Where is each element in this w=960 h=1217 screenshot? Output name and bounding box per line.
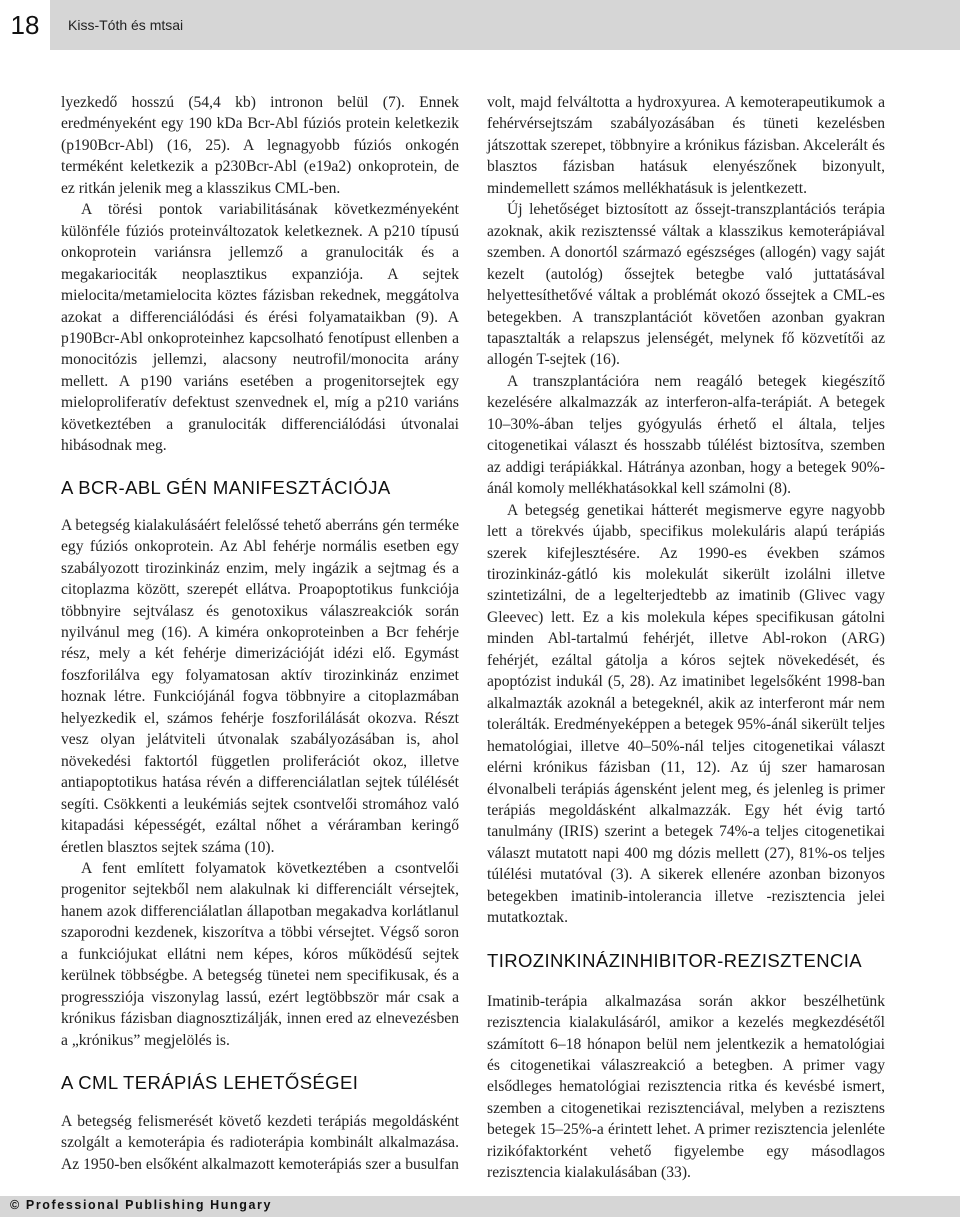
right-paragraph-3: A transzplantációra nem reagáló betegek kiegészítő kezelésére alkalmazzák az interferon-alfa-terápiát. A betegek 10–30%-ában teljes gyógyulás érhető el általa, teljes citogenetikai választ és hosszabb túlélést biztosítva, szemben az addigi terápiákkal. Hátránya azonban, hogy a betegek 90%-ánál komoly mellékhatásokkal kell számolni (8).: [487, 372, 885, 498]
left-column: [61, 92, 459, 1175]
page-header: [0, 0, 960, 50]
running-head: Kiss-Tóth és mtsai: [68, 17, 184, 33]
right-paragraph-2: Új lehetőséget biztosított az őssejt-transzplantációs terápia azoknak, akik rezisztenssé váltak a klasszikus kemoterápiával szemben. A donortól származó egészséges (allogén) vagy saját kezelt (autológ) őssejtek betegbe való juttatásával helyettesíthetővé váltak a problémát okozó őssejtek a CML-es betegekben. A transzplantációt követően azonban gyakran tapasztalták a relapszus jelenségét, melynek fő közvetítői az allogén T-sejtek (16).: [487, 201, 885, 369]
right-column: [487, 92, 885, 1184]
section-heading-cml-therapy: A CML TERÁPIÁS LEHETŐSÉGEI: [61, 1072, 359, 1094]
left-paragraph-2: A törési pontok variabilitásának következményeként különféle fúziós proteinváltozatok keletkeznek. A p210 típusú onkoprotein variánsra jellemző a granulociták és a megakariociták neoplasztikus expanziója. A sejtek mielocita/metamielocita köztes fázisban rekednek, meggátolva azokat a differenciálódási és érési folyamataikban (9). A p190Bcr-Abl onkoproteinhez kapcsolható fenotípust ellenben a monocitózis jellemzi, alacsony neutrofil/monocita arány mellett. A p190 variáns esetében a progenitorsejtek egy mieloproliferatív defektust szenvednek el, míg a p210 variáns következtében a granulociták differenciálódási útvonalai hibásodnak meg.: [61, 201, 459, 455]
left-paragraph-1: lyezkedő hosszú (54,4 kb) intronon belül (7). Ennek eredményeként egy 190 kDa Bcr-Abl fúziós protein keletkezik (p190Bcr-Abl) (16, 25). A legnagyobb fúziós onkogén terméként keletkezik a p230Bcr-Abl (e19a2) onkoprotein, de ez ritkán jelenik meg a klasszikus CML-ben.: [61, 94, 459, 197]
right-paragraph-1: volt, majd felváltotta a hydroxyurea. A kemoterapeutikumok a fehérvérsejtszám szabályozásában és tüneti kezelésben játszottak szerepet, többnyire a krónikus fázisban. Akcelerált és blasztos fázisban hatásuk elenyészőnek bizonyult, mindemellett számos mellékhatásuk is jelentkezett.: [487, 94, 885, 197]
left-paragraph-5: A betegség felismerését követő kezdeti terápiás megoldásként szolgált a kemoterápia és radioterápia kombinált alkalmazása. Az 1950-ben elsőként alkalmazott kemoterápiás szer a busulfan: [61, 1113, 459, 1173]
copyright-text: © Professional Publishing Hungary: [10, 1198, 273, 1212]
page-number: 18: [0, 0, 50, 50]
section-heading-bcr-abl: A BCR-ABL GÉN MANIFESZTÁCIÓJA: [61, 476, 391, 498]
section-heading-tki-resistance: TIROZINKINÁZINHIBITOR-REZISZTENCIA: [487, 949, 863, 971]
left-paragraph-4: A fent említett folyamatok következtében a csontvelői progenitor sejtekből nem alakulnak ki differenciált vérsejtek, hanem azok differenciálatlan állapotban megakadva korlátlanul szaporodni kezdenek, kiszorítva a többi vérsejtet. Végső soron a funkciójukat ellátni nem képes, kóros működésű sejtek kerülnek többségbe. A betegség tünetei nem specifikusak, és a progressziója viszonylag lassú, ezért legtöbbször már csak a krónikus fázisban diagnosztizálják, innen ered az elnevezésben a „krónikus” megjelölés is.: [61, 859, 459, 1049]
right-paragraph-4: A betegség genetikai hátterét megismerve egyre nagyobb lett a törekvés újabb, specifikus molekuláris alapú terápiás szerek kifejlesztésére. Az 1990-es években számos tirozinkináz-gátló kis molekulát sikerült izolálni illetve szintetizálni, de a legelterjedtebb az imatinib (Glivec vagy Gleevec) lett. Ez a kis molekula képes specifikusan gátolni minden Abl-tartalmú fehérjét, illetve Abl-rokon (ARG) fehérjét, ezáltal gátolja a kóros sejtek növekedését, és apoptózist indukál (5, 28). Az imatinibet legelsőként 1998-ban alkalmazták azoknál a betegeknél, akik az interferont már nem tolerálták. Eredményeképpen a betegek 95%-ánál sikerült teljes hematológiai, illetve 40–50%-nál teljes citogenetikai választ elérni krónikus fázisban (11, 12). Az új szer hamarosan élvonalbeli terápiás ágensként jelent meg, és jelenleg is primer terápiás megoldásként alkalmazzák. Egy hét évig tartó tanulmány (IRIS) szerint a betegek 74%-a teljes citogenetikai választ mutatott napi 400 mg dózis mellett (27), 81%-os teljes túlélési mutatóval (3). A sikerek ellenére azonban bizonyos betegekben imatinib-intolerancia illetve -rezisztencia jelei mutatkoztak.: [487, 501, 885, 927]
right-paragraph-5: Imatinib-terápia alkalmazása során akkor beszélhetünk rezisztencia kialakulásáról, amikor a kezelés megkezdésétől számított 6–18 hónapon belül nem jelentkezik a hematológiai és citogenetikai válaszreakció a betegben. A primer vagy elsődleges hematológiai rezisztencia ritka és kevésbé ismert, szemben a citogenetikai rezisztenciával, melyben a rezisztens betegek 15–25%-a érintett lehet. A primer rezisztencia jelenléte rizikófaktorként vehető figyelembe egy másodlagos rezisztencia kialakulásában (33).: [487, 992, 885, 1182]
page-footer: [0, 1196, 960, 1217]
left-paragraph-3: A betegség kialakulásáért felelőssé tehető aberráns gén terméke egy fúziós onkoprotein. Az Abl fehérje normális esetben egy szabályozott tirozinkináz enzim, mely ingázik a sejtmag és a citoplazma között, szerepét ellátva. Proapoptotikus funkciója többnyire sejtválasz és genotoxikus válaszreakciók során nyilvánul meg (16). A kiméra onkoproteinben a Bcr fehérje rész, mely a két fehérje dimerizációját idézi elő. Egymást foszforilálva egy folyamatosan aktív tirozinkináz enzimet hoznak létre. Funkciójánál fogva többnyire a citoplazmában helyezkedik el, számos fehérje foszforilálását okozva. Részt vesz olyan jelátviteli útvonalak szabályozásában is, ahol növekedési faktortól független proliferációt okoz, illetve antiapoptotikus hatása révén a differenciálatlan sejtek túlélését segíti. Csökkenti a leukémiás sejtek csontvelői stromához való kitapadási képességét, ezáltal nőhet a véráramban keringő éretlen blasztos sejtek száma (10).: [61, 516, 459, 856]
